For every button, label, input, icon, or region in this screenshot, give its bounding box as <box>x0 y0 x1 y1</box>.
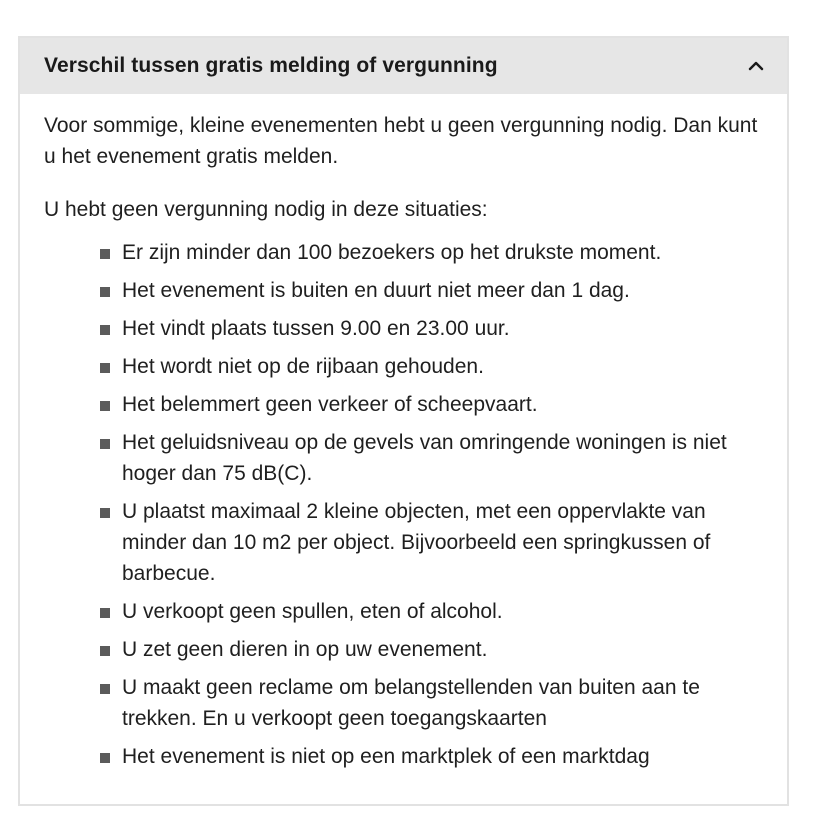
list-item-text: U plaatst maximaal 2 kleine objecten, met een oppervlakte van minder dan 10 m2 per object. Bijvoorbeeld een springkussen of barbecue. <box>122 500 711 585</box>
list-item-text: Het belemmert geen verkeer of scheepvaart. <box>122 393 538 416</box>
intro-paragraph: Voor sommige, kleine evenementen hebt u geen vergunning nodig. Dan kunt u het evenement gratis melden. <box>44 114 758 168</box>
square-bullet-icon <box>100 401 110 411</box>
list-item-text: U verkoopt geen spullen, eten of alcohol. <box>122 600 503 623</box>
accordion-content <box>20 94 787 772</box>
list-item <box>100 596 742 627</box>
conditions-list <box>44 237 763 772</box>
list-item-text: Het geluidsniveau op de gevels van omringende woningen is niet hoger dan 75 dB(C). <box>122 431 727 485</box>
square-bullet-icon <box>100 287 110 297</box>
accordion-title[interactable]: Verschil tussen gratis melding of vergunning <box>44 54 498 77</box>
square-bullet-icon <box>100 646 110 656</box>
list-item <box>100 275 742 306</box>
list-item-text: Het wordt niet op de rijbaan gehouden. <box>122 355 484 378</box>
list-item-text: Het evenement is niet op een marktplek of een marktdag <box>122 745 650 768</box>
list-item-text: U zet geen dieren in op uw evenement. <box>122 638 488 661</box>
square-bullet-icon <box>100 325 110 335</box>
square-bullet-icon <box>100 363 110 373</box>
square-bullet-icon <box>100 439 110 449</box>
list-item-text: Het vindt plaats tussen 9.00 en 23.00 uur. <box>122 317 510 340</box>
list-item-text: Er zijn minder dan 100 bezoekers op het drukste moment. <box>122 241 662 264</box>
square-bullet-icon <box>100 608 110 618</box>
accordion-panel <box>18 36 789 806</box>
square-bullet-icon <box>100 249 110 259</box>
list-item <box>100 427 742 489</box>
list-item <box>100 351 742 382</box>
list-item-text: Het evenement is buiten en duurt niet meer dan 1 dag. <box>122 279 630 302</box>
square-bullet-icon <box>100 508 110 518</box>
chevron-up-icon[interactable] <box>747 57 765 75</box>
accordion-header[interactable] <box>20 38 787 94</box>
list-item <box>100 672 742 734</box>
list-item <box>100 496 742 589</box>
list-item <box>100 634 742 665</box>
square-bullet-icon <box>100 753 110 763</box>
list-item <box>100 389 742 420</box>
list-item <box>100 313 742 344</box>
list-intro: U hebt geen vergunning nodig in deze situaties: <box>44 198 488 221</box>
list-item-text: U maakt geen reclame om belangstellenden van buiten aan te trekken. En u verkoopt geen toegangskaarten <box>122 676 700 730</box>
list-item <box>100 741 742 772</box>
list-item <box>100 237 742 268</box>
square-bullet-icon <box>100 684 110 694</box>
